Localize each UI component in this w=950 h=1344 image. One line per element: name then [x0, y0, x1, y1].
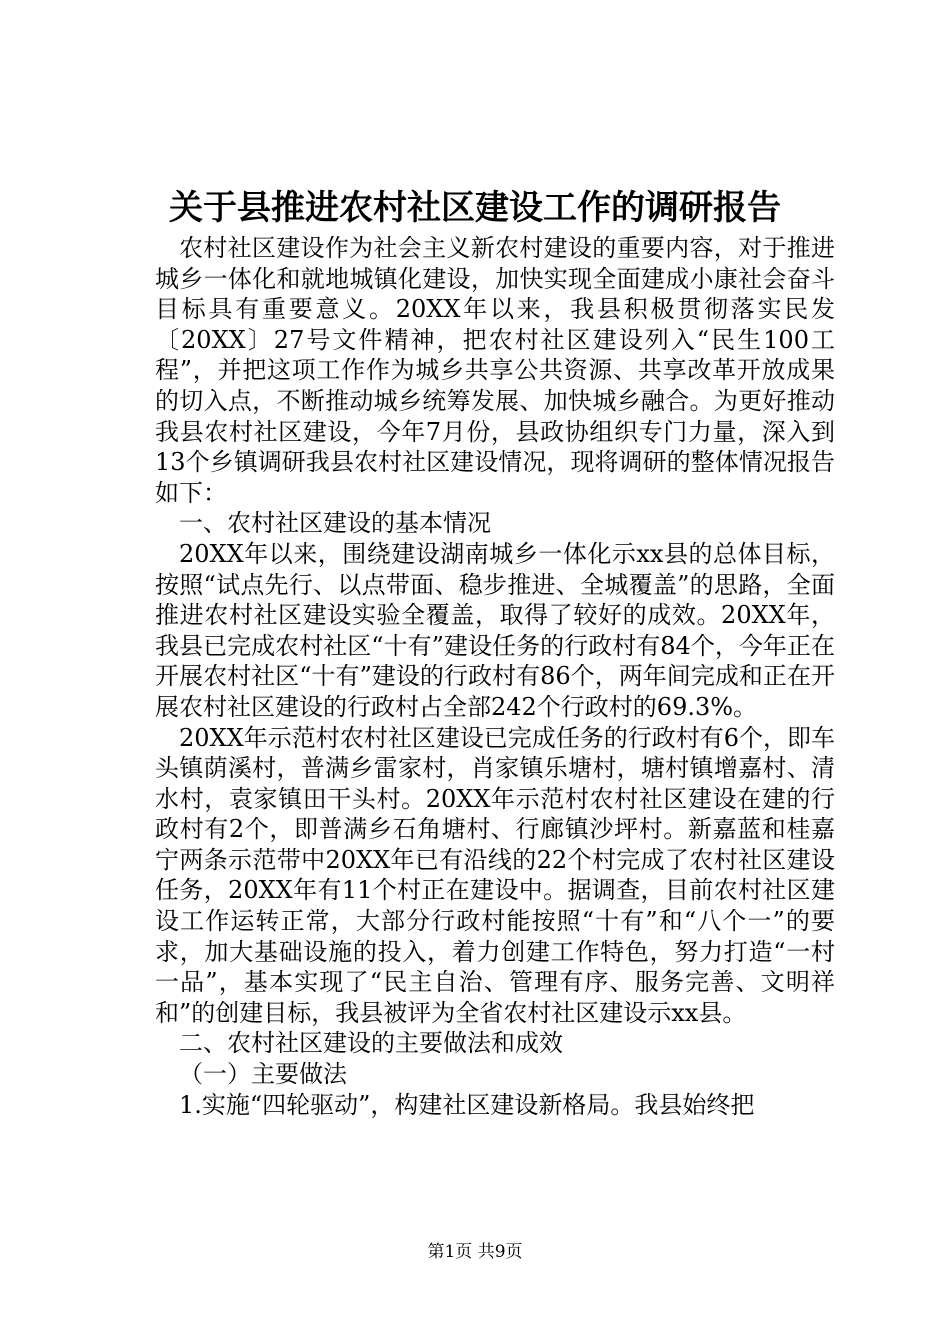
- paragraph-basic-situation: 20XX年以来，围绕建设湖南城乡一体化示xx县的总体目标，按照“试点先行、以点带面、稳步推进、全城覆盖”的思路，全面推进农村社区建设实验全覆盖，取得了较好的成效。20XX年，我县已完成农村社区“十有”建设任务的行政村有84个，今年正在开展农村社区“十有”建设的行政村有86个，两年间完成和正在开展农村社区建设的行政村占全部242个行政村的69.3%。: [155, 539, 835, 721]
- page-number-footer: 第1页 共9页: [427, 1242, 523, 1262]
- document-body: [155, 233, 835, 1120]
- paragraph-intro: 农村社区建设作为社会主义新农村建设的重要内容，对于推进城乡一体化和就地城镇化建设，加快实现全面建成小康社会奋斗目标具有重要意义。20XX年以来，我县积极贯彻落实民发〔20XX〕27号文件精神，把农村社区建设列入“民生100工程”，并把这项工作作为城乡共享公共资源、共享改革开放成果的切入点，不断推动城乡统筹发展、加快城乡融合。为更好推动我县农村社区建设，今年7月份，县政协组织专门力量，深入到13个乡镇调研我县农村社区建设情况，现将调研的整体情况报告如下：: [155, 234, 835, 507]
- section-heading-1: 一、农村社区建设的基本情况: [179, 509, 491, 538]
- document-title: 关于县推进农村社区建设工作的调研报告: [169, 188, 781, 228]
- paragraph-demo-villages: 20XX年示范村农村社区建设已完成任务的行政村有6个，即车头镇荫溪村，普满乡雷家村，肖家镇乐塘村，塘村镇增嘉村、清水村，袁家镇田干头村。20XX年示范村农村社区建设在建的行政村有2个，即普满乡石角塘村、行廊镇沙坪村。新嘉蓝和桂嘉宁两条示范带中20XX年已有沿线的22个村完成了农村社区建设任务，20XX年有11个村正在建设中。据调查，目前农村社区建设工作运转正常，大部分行政村能按照“十有”和“八个一”的要求，加大基础设施的投入，着力创建工作特色，努力打造“一村一品”，基本实现了“民主自治、管理有序、服务完善、文明祥和”的创建目标，我县被评为全省农村社区建设示xx县。: [155, 723, 835, 1027]
- section-heading-2: 二、农村社区建设的主要做法和成效: [179, 1029, 563, 1058]
- subsection-heading-1: （一）主要做法: [179, 1060, 347, 1089]
- paragraph-item-1: 1.实施“四轮驱动”，构建社区建设新格局。我县始终把: [179, 1090, 755, 1119]
